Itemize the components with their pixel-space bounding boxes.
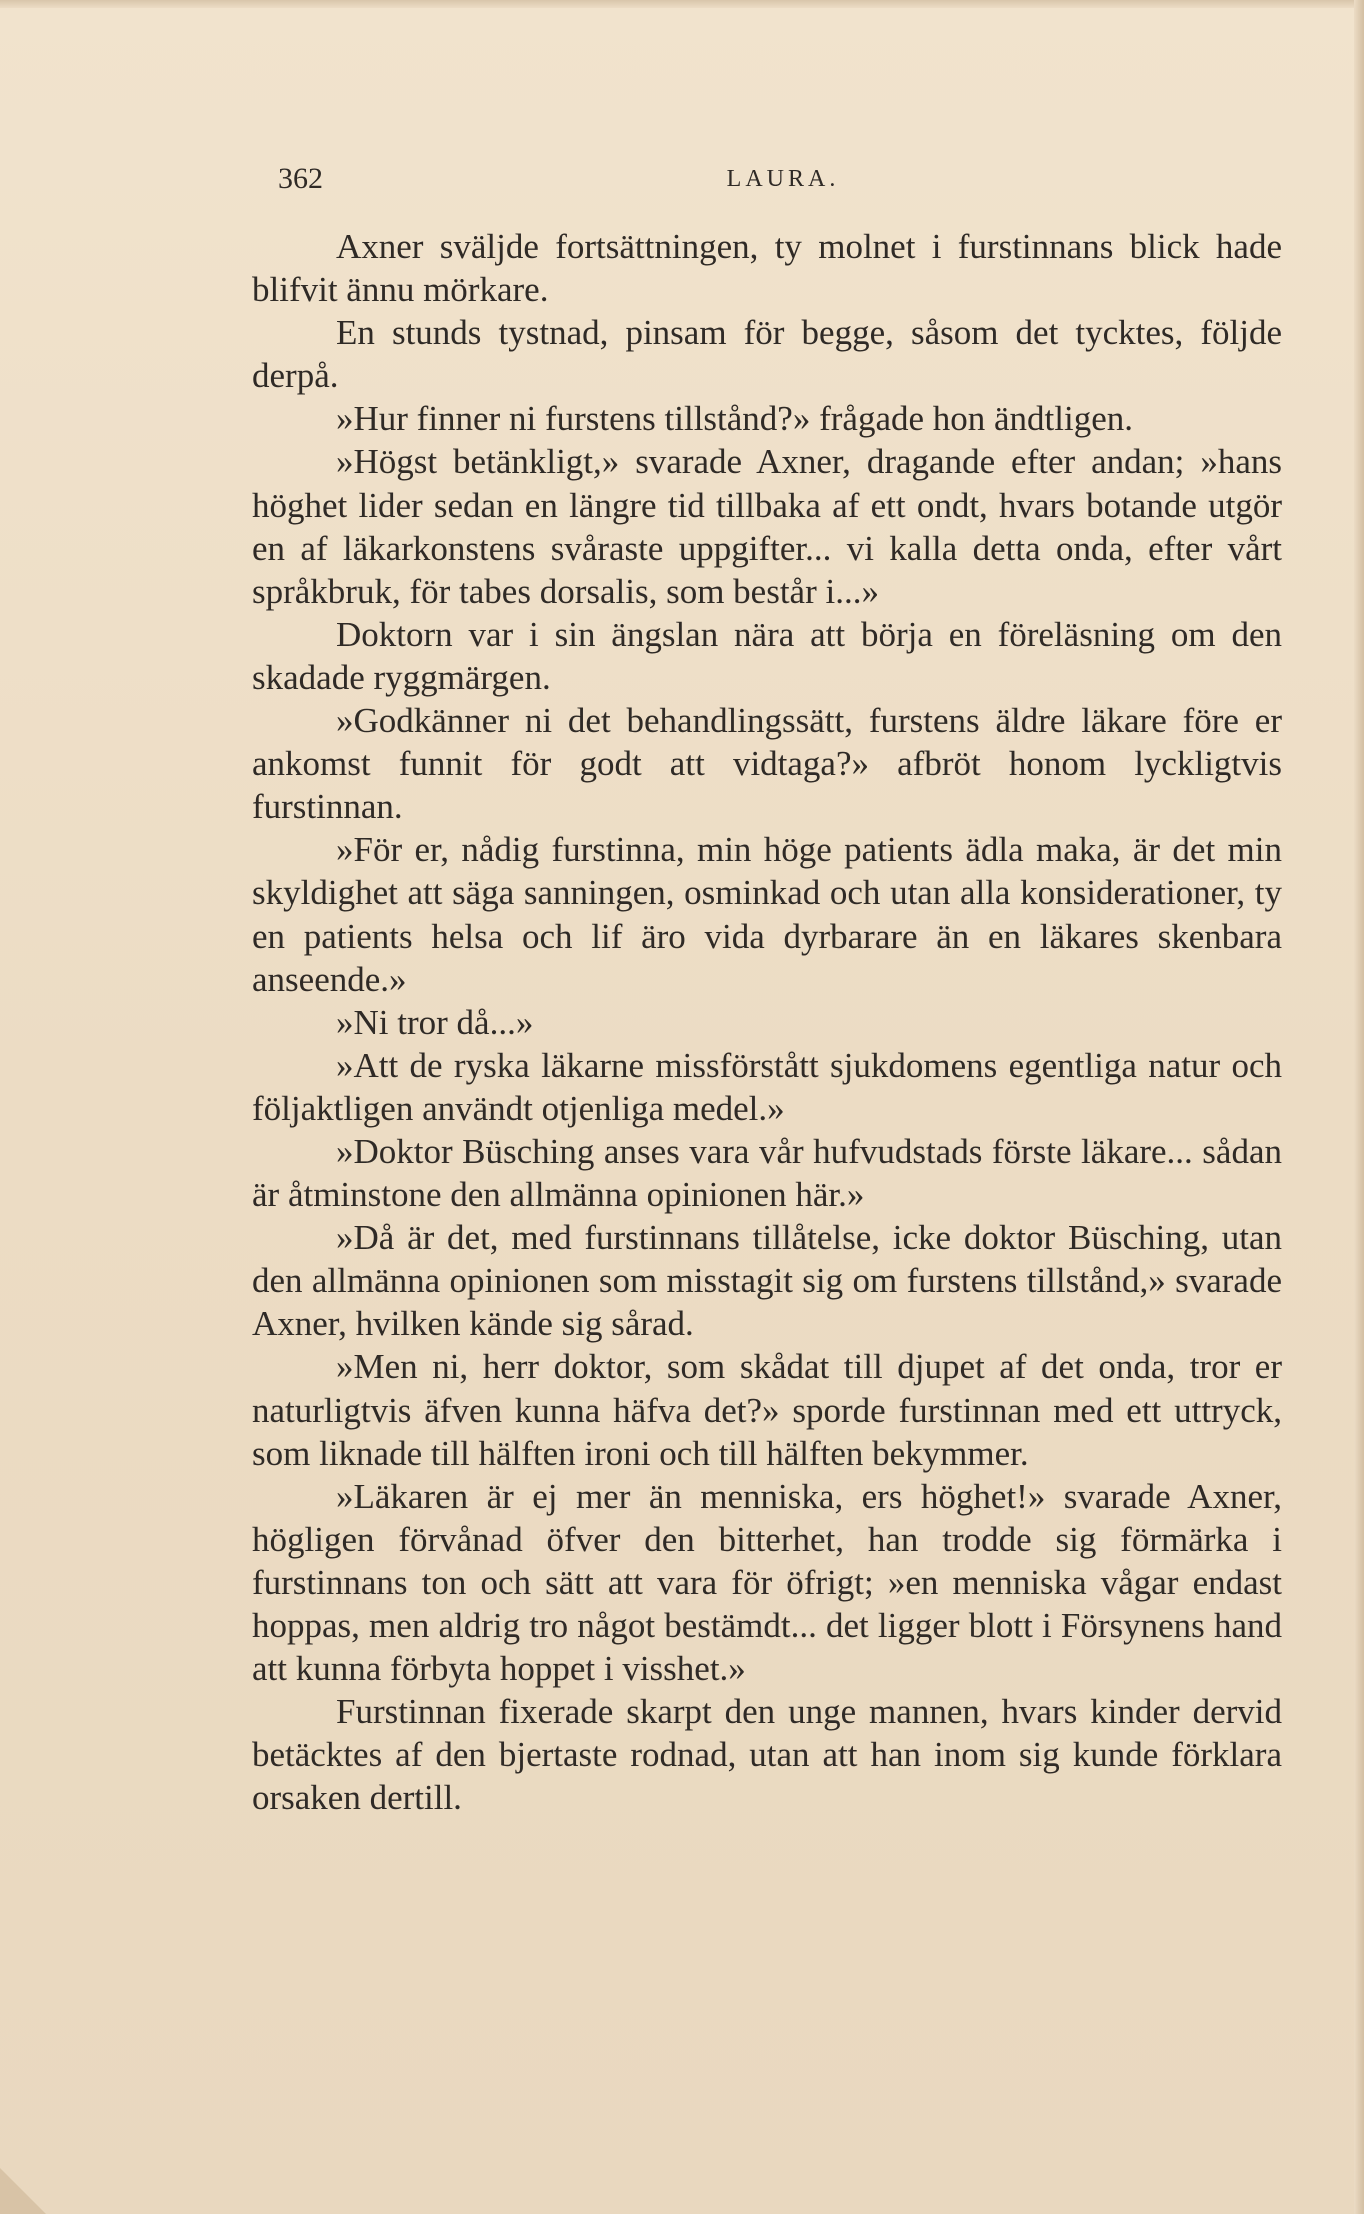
paragraph: »Läkaren är ej mer än menniska, ers höghet!» svarade Axner, högligen förvånad öfver den bitterhet, han trodde sig förmärka i furstinnans ton och sätt att vara för öfrigt; »en menniska vågar endast hoppas, men aldrig tro något bestämdt... det ligger blott i Försynens hand att kunna förbyta hoppet i visshet.»	[252, 1476, 1282, 1689]
page-right-edge	[1354, 0, 1364, 2214]
paragraph: Furstinnan fixerade skarpt den unge mannen, hvars kinder dervid betäcktes af den bjertaste rodnad, utan att han inom sig kunde förklara orsaken dertill.	[252, 1692, 1282, 1818]
paragraph: »Doktor Büsching anses vara vår hufvudstads förste läkare... sådan är åtminstone den allmänna opinionen här.»	[252, 1131, 1282, 1215]
paragraph: »Att de ryska läkarne missförstått sjukdomens egentliga natur och följaktligen användt otjenliga medel.»	[252, 1045, 1282, 1128]
paragraph: Axner sväljde fortsättningen, ty molnet i furstinnans blick hade blifvit ännu mörkare.	[252, 227, 1282, 310]
page-number: 362	[278, 162, 323, 195]
paragraph: »Högst betänkligt,» svarade Axner, dragande efter andan; »hans höghet lider sedan en längre tid tillbaka af ett ondt, hvars botande utgör en af läkarkonstens svåraste uppgifter... vi kalla detta onda, efter vårt språkbruk, för tabes dorsalis, som består i...»	[252, 442, 1282, 611]
paragraph: Doktorn var i sin ängslan nära att börja en föreläsning om den skadade ryggmärgen.	[252, 614, 1282, 697]
paragraph: »Då är det, med furstinnans tillåtelse, icke doktor Büsching, utan den allmänna opinionen som misstagit sig om furstens tillstånd,» svarade Axner, hvilken kände sig sårad.	[252, 1218, 1282, 1344]
paragraph: »För er, nådig furstinna, min höge patients ädla maka, är det min skyldighet att säga sanningen, osminkad och utan alla konsiderationer, ty en patients helsa och lif äro vida dyrbarare än en läkares skenbara anseende.»	[252, 830, 1282, 999]
page-corner	[0, 2168, 46, 2214]
page-top-edge	[0, 0, 1364, 8]
running-title: LAURA.	[726, 166, 840, 192]
page-header	[278, 162, 1288, 202]
paragraph: En stunds tystnad, pinsam för begge, såsom det tycktes, följde derpå.	[252, 313, 1282, 396]
paragraph: »Ni tror då...»	[336, 1002, 534, 1042]
paragraph: »Hur finner ni furstens tillstånd?» frågade hon ändtligen.	[336, 399, 1134, 439]
paragraph: »Godkänner ni det behandlingssätt, furstens äldre läkare före er ankomst funnit för godt att vidtaga?» afbröt honom lyckligtvis furstinnan.	[252, 701, 1282, 827]
body-text	[252, 225, 1282, 1819]
paragraph: »Men ni, herr doktor, som skådat till djupet af det onda, tror er naturligtvis äfven kunna häfva det?» sporde furstinnan med ett uttryck, som liknade till hälften ironi och till hälften bekymmer.	[252, 1347, 1282, 1473]
